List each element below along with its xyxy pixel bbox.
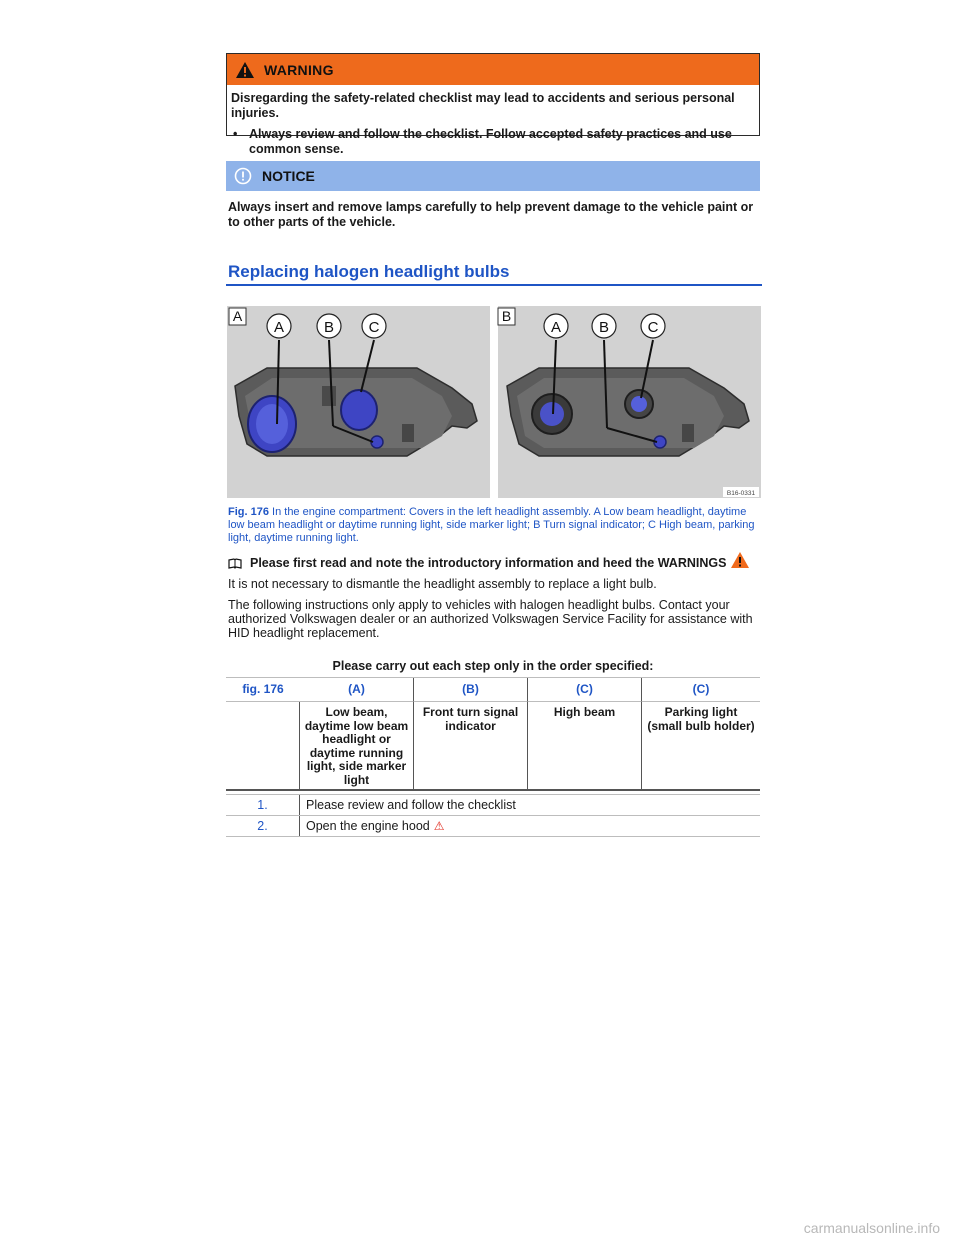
headlight-illustration [227, 306, 761, 498]
column-a-description: Low beam, daytime low beam headlight or daytime running light, side marker light [300, 702, 414, 790]
table-header-row [226, 677, 760, 702]
svg-text:B: B [598, 319, 610, 336]
column-b-description: Front turn signal indicator [414, 702, 528, 790]
callout-b-right [592, 314, 616, 338]
callout-a-right [544, 314, 568, 338]
intro-text: Please first read and note the introductory information and heed the WARNINGS [250, 556, 727, 570]
step-text: Open the engine hood [306, 819, 430, 833]
column-c2-header: (C) [642, 678, 760, 702]
watermark: carmanualsonline.info [803, 1220, 940, 1236]
warning-box [226, 53, 760, 156]
table-row [226, 816, 760, 837]
column-c-description: High beam [528, 702, 642, 790]
column-b-header: (B) [414, 678, 528, 702]
warning-triangle-icon[interactable]: ⚠ [433, 819, 445, 833]
figure-ref-link[interactable]: fig. 176 [226, 678, 300, 702]
svg-text:C: C [368, 319, 380, 336]
svg-text:A: A [273, 319, 285, 336]
notice-text: Always insert and remove lamps carefully to help prevent damage to the vehicle paint or to other parts of the vehicle. [228, 200, 754, 229]
warning-title: WARNING [264, 61, 334, 78]
svg-text:A: A [550, 319, 562, 336]
exclamation-circle-icon [234, 167, 252, 185]
column-a-header: (A) [300, 678, 414, 702]
section-title: Replacing halogen headlight bulbs [228, 262, 510, 281]
book-icon [228, 558, 242, 569]
step-number: 1. [226, 795, 300, 815]
steps-table [226, 677, 760, 837]
section-divider [226, 284, 762, 286]
table-description-row [226, 702, 760, 790]
step-number: 2. [226, 816, 300, 836]
callout-c-left [362, 314, 386, 338]
panel-a-label: A [232, 308, 243, 324]
table-title: Please carry out each step only in the order specified: [332, 659, 654, 673]
bullet-icon: • [233, 127, 238, 141]
notice-title: NOTICE [262, 168, 315, 184]
paragraph-2: The following instructions only apply to vehicles with halogen headlight bulbs. Contact your authorized Volkswagen dealer or an authorized Volkswagen Service Facility for assistance with HID headlight replacement. [228, 598, 753, 640]
column-c2-description: Parking light (small bulb holder) [642, 702, 760, 790]
warning-header [227, 54, 759, 85]
svg-text:C: C [647, 319, 659, 336]
empty-cell [226, 702, 300, 790]
intro-line [228, 556, 750, 570]
table-row [226, 794, 760, 816]
warning-triangle-icon [730, 551, 750, 569]
figure-caption-text: In the engine compartment: Covers in the left headlight assembly. A Low beam headlight, daytime low beam headlight or daytime running light, side marker light; B Turn signal indicator; C High beam, parking light, daytime running light. [228, 506, 755, 544]
warning-text: Disregarding the safety-related checklist may lead to accidents and serious personal injuries. [231, 91, 735, 120]
svg-text:B: B [323, 319, 335, 336]
figure-caption [228, 506, 760, 545]
figure-code: B16-0331 [726, 490, 756, 497]
headlight-figure [227, 306, 761, 498]
callout-c-right [641, 314, 665, 338]
notice-header [226, 161, 760, 191]
paragraph-1: It is not necessary to dismantle the headlight assembly to replace a light bulb. [228, 577, 657, 591]
warning-bullet: Always review and follow the checklist. Follow accepted safety practices and use common sense. [249, 127, 732, 156]
callout-a-left [267, 314, 291, 338]
callout-b-left [317, 314, 341, 338]
column-c-header: (C) [528, 678, 642, 702]
step-text: Please review and follow the checklist [306, 798, 516, 812]
figure-caption-label: Fig. 176 [228, 506, 269, 518]
warning-triangle-icon [235, 61, 255, 79]
panel-b-label: B [501, 308, 512, 324]
